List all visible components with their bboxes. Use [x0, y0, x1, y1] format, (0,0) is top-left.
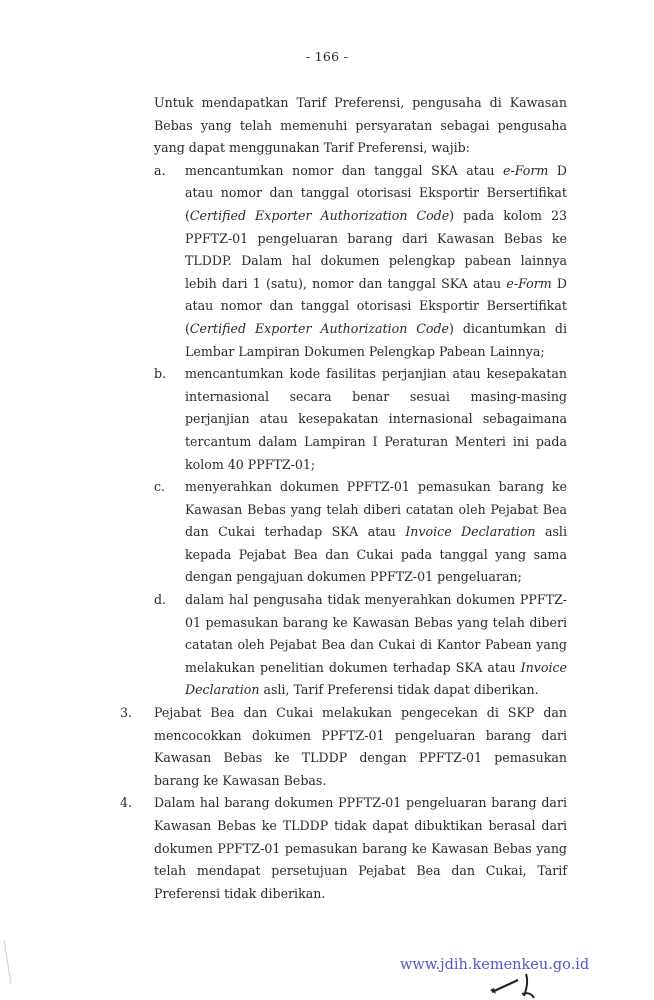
- item-text: [185, 592, 567, 697]
- text-run: D atau nomor dan tanggal otorisasi Eksportir Bersertifikat (: [185, 275, 567, 336]
- jdih-website-link[interactable]: www.jdih.kemenkeu.go.id: [400, 957, 590, 973]
- item-text: Pejabat Bea dan Cukai melakukan pengecekan di SKP dan mencocokkan dokumen PPFTZ-01 pengeluaran barang dari Kawasan Bebas ke TLDDP dengan PPFTZ-01 pemasukan barang ke Kawasan Bebas.: [154, 705, 567, 788]
- text-run: dalam hal pengusaha tidak menyerahkan dokumen PPFTZ-01 pemasukan barang ke Kawasan Bebas yang telah diberi catatan oleh Pejabat Bea dan Cukai di Kantor Pabean yang melakukan penelitian dokumen terhadap SKA atau: [185, 592, 567, 675]
- signature-initial-icon: [488, 970, 548, 1000]
- item-text: [185, 163, 567, 359]
- italic-term: Certified Exporter Authorization Code: [189, 207, 450, 223]
- italic-term: Certified Exporter Authorization Code: [189, 320, 449, 336]
- text-run: asli, Tarif Preferensi tidak dapat diberikan.: [259, 682, 539, 698]
- italic-term: e-Form: [506, 275, 552, 291]
- italic-term: Invoice Declaration: [405, 524, 536, 540]
- italic-term: e-Form: [503, 162, 549, 178]
- sub-item-a: [154, 160, 567, 363]
- numbered-item-4: [120, 792, 567, 905]
- sub-item-list: [154, 160, 567, 702]
- item-text: [185, 366, 567, 471]
- italic-term: Invoice Declaration: [185, 659, 567, 698]
- item-marker: b.: [154, 366, 167, 382]
- item-marker: 3.: [120, 705, 133, 721]
- intro-paragraph: Untuk mendapatkan Tarif Preferensi, pengusaha di Kawasan Bebas yang telah memenuhi persyaratan sebagai pengusaha yang dapat menggunakan Tarif Preferensi, wajib:: [154, 95, 567, 156]
- sub-item-c: [154, 476, 567, 589]
- item-marker: 4.: [120, 795, 133, 811]
- item-marker: a.: [154, 162, 166, 178]
- item-text: Dalam hal barang dokumen PPFTZ-01 pengeluaran barang dari Kawasan Bebas ke TLDDP tidak dapat dibuktikan berasal dari dokumen PPFTZ-01 pemasukan barang ke Kawasan Bebas yang telah mendapat persetujuan Pejabat Bea dan Cukai, Tarif Preferensi tidak diberikan.: [154, 795, 567, 901]
- scan-edge-line-icon: [2, 938, 14, 988]
- sub-item-b: [154, 363, 567, 476]
- item-marker: d.: [154, 592, 167, 608]
- page-number: - 166 -: [305, 49, 349, 64]
- item-text: [185, 479, 567, 584]
- text-run: mencantumkan nomor dan tanggal SKA atau: [185, 162, 504, 178]
- text-run: menyerahkan dokumen PPFTZ-01 pemasukan barang ke Kawasan Bebas yang telah diberi catatan oleh Pejabat Bea dan Cukai terhadap SKA atau: [185, 479, 567, 540]
- text-run: D atau nomor dan tanggal otorisasi Eksportir Bersertifikat (: [185, 162, 567, 223]
- sub-item-d: [154, 589, 567, 702]
- document-body: [120, 92, 567, 905]
- text-run: ) dicantumkan di Lembar Lampiran Dokumen Pelengkap Pabean Lainnya;: [185, 320, 567, 359]
- text-run: asli kepada Pejabat Bea dan Cukai pada tanggal yang sama dengan pengajuan dokumen PPFTZ-01 pengeluaran;: [185, 524, 567, 585]
- text-run: mencantumkan kode fasilitas perjanjian atau kesepakatan internasional secara benar sesuai masing-masing perjanjian atau kesepakatan internasional sebagaimana tercantum dalam Lampiran I Peraturan Menteri ini pada kolom 40 PPFTZ-01;: [185, 366, 567, 472]
- numbered-item-3: [120, 702, 567, 792]
- text-run: ) pada kolom 23 PPFTZ-01 pengeluaran barang dari Kawasan Bebas ke TLDDP. Dalam hal dokumen pelengkap pabean lainnya lebih dari 1 (satu), nomor dan tanggal SKA atau: [185, 207, 567, 291]
- item-marker: c.: [154, 479, 166, 495]
